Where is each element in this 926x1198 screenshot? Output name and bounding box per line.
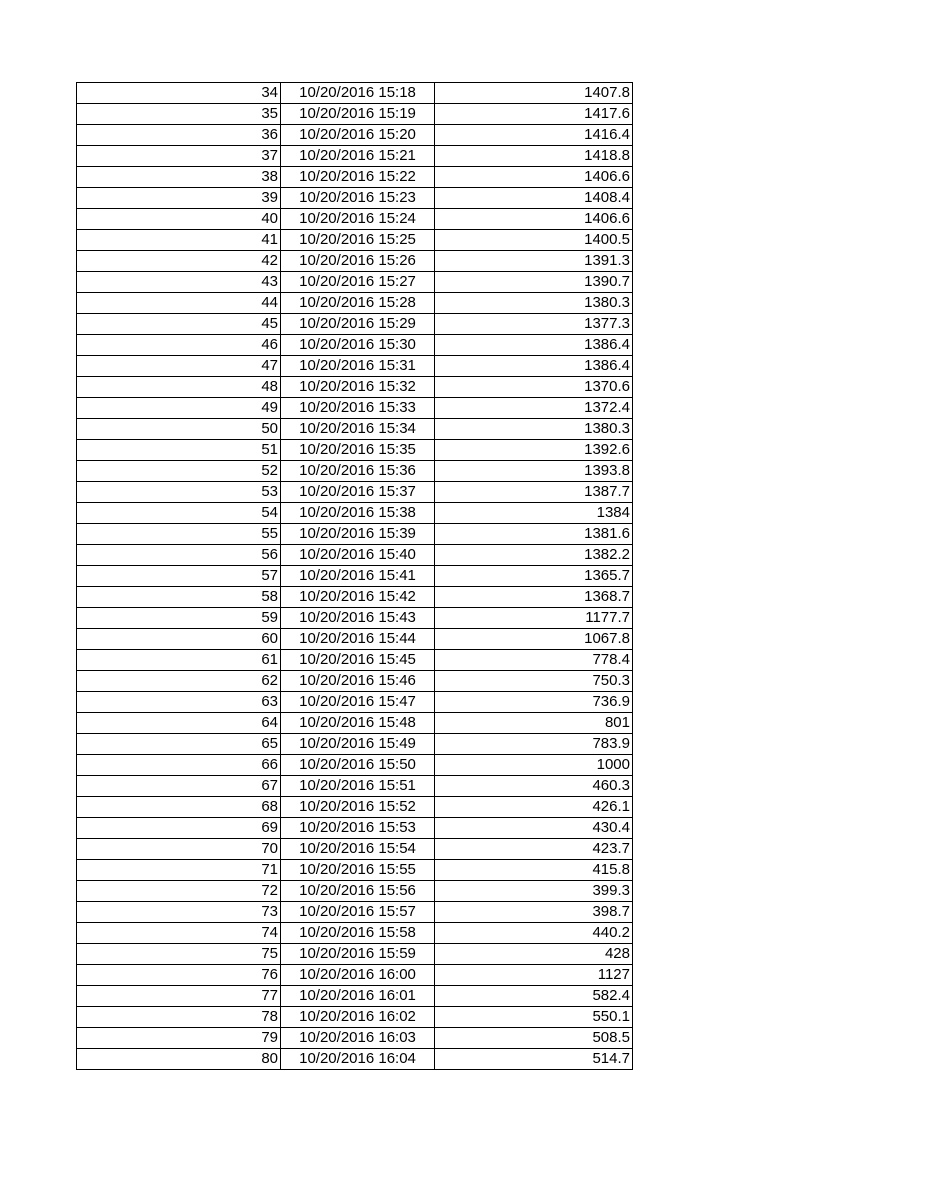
row-timestamp-cell: 10/20/2016 15:26: [281, 251, 435, 272]
table-row: [77, 650, 633, 671]
row-index-cell: 73: [77, 902, 281, 923]
row-value-cell: 1418.8: [435, 146, 633, 167]
row-index-cell: 36: [77, 125, 281, 146]
row-timestamp-cell: 10/20/2016 15:58: [281, 923, 435, 944]
row-timestamp-cell: 10/20/2016 15:54: [281, 839, 435, 860]
row-timestamp-cell: 10/20/2016 15:52: [281, 797, 435, 818]
row-value-cell: 1406.6: [435, 167, 633, 188]
row-timestamp-cell: 10/20/2016 15:53: [281, 818, 435, 839]
row-value-cell: 1393.8: [435, 461, 633, 482]
row-value-cell: 1381.6: [435, 524, 633, 545]
row-value-cell: 1387.7: [435, 482, 633, 503]
row-index-cell: 51: [77, 440, 281, 461]
row-index-cell: 38: [77, 167, 281, 188]
row-value-cell: 736.9: [435, 692, 633, 713]
row-value-cell: 1067.8: [435, 629, 633, 650]
table-row: [77, 440, 633, 461]
row-index-cell: 74: [77, 923, 281, 944]
row-index-cell: 50: [77, 419, 281, 440]
row-index-cell: 40: [77, 209, 281, 230]
row-value-cell: 1386.4: [435, 335, 633, 356]
row-timestamp-cell: 10/20/2016 15:32: [281, 377, 435, 398]
row-index-cell: 44: [77, 293, 281, 314]
row-timestamp-cell: 10/20/2016 15:42: [281, 587, 435, 608]
row-value-cell: 398.7: [435, 902, 633, 923]
row-index-cell: 59: [77, 608, 281, 629]
row-value-cell: 1380.3: [435, 419, 633, 440]
table-row: [77, 944, 633, 965]
table-row: [77, 713, 633, 734]
row-timestamp-cell: 10/20/2016 15:24: [281, 209, 435, 230]
row-value-cell: 423.7: [435, 839, 633, 860]
row-timestamp-cell: 10/20/2016 15:34: [281, 419, 435, 440]
row-index-cell: 48: [77, 377, 281, 398]
row-value-cell: 1380.3: [435, 293, 633, 314]
table-row: [77, 1007, 633, 1028]
row-value-cell: 783.9: [435, 734, 633, 755]
row-timestamp-cell: 10/20/2016 15:18: [281, 83, 435, 104]
row-timestamp-cell: 10/20/2016 15:23: [281, 188, 435, 209]
row-timestamp-cell: 10/20/2016 15:19: [281, 104, 435, 125]
row-index-cell: 54: [77, 503, 281, 524]
row-index-cell: 79: [77, 1028, 281, 1049]
row-value-cell: 1370.6: [435, 377, 633, 398]
table-row: [77, 146, 633, 167]
row-timestamp-cell: 10/20/2016 15:49: [281, 734, 435, 755]
row-value-cell: 460.3: [435, 776, 633, 797]
table-row: [77, 272, 633, 293]
table-row: [77, 125, 633, 146]
table-row: [77, 377, 633, 398]
row-timestamp-cell: 10/20/2016 16:00: [281, 965, 435, 986]
row-value-cell: 440.2: [435, 923, 633, 944]
row-index-cell: 37: [77, 146, 281, 167]
table-row: [77, 797, 633, 818]
row-timestamp-cell: 10/20/2016 15:56: [281, 881, 435, 902]
row-timestamp-cell: 10/20/2016 15:36: [281, 461, 435, 482]
table-row: [77, 902, 633, 923]
row-timestamp-cell: 10/20/2016 15:28: [281, 293, 435, 314]
row-timestamp-cell: 10/20/2016 15:33: [281, 398, 435, 419]
row-index-cell: 61: [77, 650, 281, 671]
row-index-cell: 64: [77, 713, 281, 734]
row-value-cell: 1406.6: [435, 209, 633, 230]
row-value-cell: 1392.6: [435, 440, 633, 461]
row-timestamp-cell: 10/20/2016 15:37: [281, 482, 435, 503]
row-timestamp-cell: 10/20/2016 15:59: [281, 944, 435, 965]
row-value-cell: 1391.3: [435, 251, 633, 272]
row-index-cell: 75: [77, 944, 281, 965]
row-value-cell: 415.8: [435, 860, 633, 881]
row-timestamp-cell: 10/20/2016 15:45: [281, 650, 435, 671]
table-row: [77, 755, 633, 776]
table-row: [77, 230, 633, 251]
row-index-cell: 70: [77, 839, 281, 860]
row-timestamp-cell: 10/20/2016 15:20: [281, 125, 435, 146]
row-index-cell: 71: [77, 860, 281, 881]
row-timestamp-cell: 10/20/2016 16:03: [281, 1028, 435, 1049]
table-row: [77, 314, 633, 335]
row-value-cell: 1407.8: [435, 83, 633, 104]
row-index-cell: 52: [77, 461, 281, 482]
row-timestamp-cell: 10/20/2016 15:30: [281, 335, 435, 356]
row-index-cell: 53: [77, 482, 281, 503]
row-index-cell: 57: [77, 566, 281, 587]
table-row: [77, 251, 633, 272]
table-row: [77, 629, 633, 650]
row-index-cell: 66: [77, 755, 281, 776]
row-timestamp-cell: 10/20/2016 15:39: [281, 524, 435, 545]
row-value-cell: 508.5: [435, 1028, 633, 1049]
table-row: [77, 587, 633, 608]
table-row: [77, 167, 633, 188]
row-value-cell: 430.4: [435, 818, 633, 839]
row-index-cell: 34: [77, 83, 281, 104]
row-index-cell: 69: [77, 818, 281, 839]
row-timestamp-cell: 10/20/2016 16:02: [281, 1007, 435, 1028]
table-row: [77, 839, 633, 860]
row-index-cell: 63: [77, 692, 281, 713]
row-index-cell: 60: [77, 629, 281, 650]
table-row: [77, 881, 633, 902]
row-timestamp-cell: 10/20/2016 15:51: [281, 776, 435, 797]
row-value-cell: 1127: [435, 965, 633, 986]
table-row: [77, 104, 633, 125]
row-value-cell: 426.1: [435, 797, 633, 818]
table-body: [77, 83, 633, 1070]
row-value-cell: 1377.3: [435, 314, 633, 335]
row-index-cell: 62: [77, 671, 281, 692]
row-value-cell: 801: [435, 713, 633, 734]
row-index-cell: 42: [77, 251, 281, 272]
table-row: [77, 566, 633, 587]
table-row: [77, 524, 633, 545]
table-row: [77, 986, 633, 1007]
table-row: [77, 734, 633, 755]
row-timestamp-cell: 10/20/2016 15:38: [281, 503, 435, 524]
row-value-cell: 1390.7: [435, 272, 633, 293]
row-index-cell: 49: [77, 398, 281, 419]
row-index-cell: 76: [77, 965, 281, 986]
row-index-cell: 56: [77, 545, 281, 566]
row-index-cell: 77: [77, 986, 281, 1007]
table-row: [77, 818, 633, 839]
row-timestamp-cell: 10/20/2016 15:55: [281, 860, 435, 881]
table-row: [77, 356, 633, 377]
row-value-cell: 1365.7: [435, 566, 633, 587]
row-timestamp-cell: 10/20/2016 15:43: [281, 608, 435, 629]
row-value-cell: 778.4: [435, 650, 633, 671]
table-row: [77, 692, 633, 713]
table-row: [77, 335, 633, 356]
row-timestamp-cell: 10/20/2016 16:04: [281, 1049, 435, 1070]
row-index-cell: 43: [77, 272, 281, 293]
data-table: [76, 82, 633, 1070]
row-timestamp-cell: 10/20/2016 15:25: [281, 230, 435, 251]
row-index-cell: 67: [77, 776, 281, 797]
row-index-cell: 80: [77, 1049, 281, 1070]
row-value-cell: 582.4: [435, 986, 633, 1007]
row-index-cell: 39: [77, 188, 281, 209]
row-index-cell: 45: [77, 314, 281, 335]
row-value-cell: 1177.7: [435, 608, 633, 629]
row-value-cell: 1372.4: [435, 398, 633, 419]
row-index-cell: 65: [77, 734, 281, 755]
table-row: [77, 83, 633, 104]
row-timestamp-cell: 10/20/2016 15:27: [281, 272, 435, 293]
table-row: [77, 482, 633, 503]
table-row: [77, 608, 633, 629]
row-timestamp-cell: 10/20/2016 15:29: [281, 314, 435, 335]
table-row: [77, 545, 633, 566]
row-index-cell: 78: [77, 1007, 281, 1028]
table-row: [77, 1049, 633, 1070]
table-row: [77, 923, 633, 944]
row-index-cell: 47: [77, 356, 281, 377]
row-value-cell: 1408.4: [435, 188, 633, 209]
table-row: [77, 860, 633, 881]
table-row: [77, 965, 633, 986]
table-row: [77, 209, 633, 230]
table-row: [77, 461, 633, 482]
table-row: [77, 398, 633, 419]
table-row: [77, 776, 633, 797]
row-value-cell: 1417.6: [435, 104, 633, 125]
row-value-cell: 1382.2: [435, 545, 633, 566]
row-timestamp-cell: 10/20/2016 15:57: [281, 902, 435, 923]
row-value-cell: 1386.4: [435, 356, 633, 377]
row-value-cell: 550.1: [435, 1007, 633, 1028]
row-timestamp-cell: 10/20/2016 15:22: [281, 167, 435, 188]
row-index-cell: 58: [77, 587, 281, 608]
table-row: [77, 503, 633, 524]
row-timestamp-cell: 10/20/2016 16:01: [281, 986, 435, 1007]
row-value-cell: 1400.5: [435, 230, 633, 251]
row-timestamp-cell: 10/20/2016 15:46: [281, 671, 435, 692]
row-index-cell: 35: [77, 104, 281, 125]
row-index-cell: 55: [77, 524, 281, 545]
row-timestamp-cell: 10/20/2016 15:50: [281, 755, 435, 776]
table-row: [77, 293, 633, 314]
table-row: [77, 1028, 633, 1049]
row-value-cell: 1384: [435, 503, 633, 524]
row-timestamp-cell: 10/20/2016 15:41: [281, 566, 435, 587]
row-index-cell: 68: [77, 797, 281, 818]
table-row: [77, 419, 633, 440]
row-value-cell: 1368.7: [435, 587, 633, 608]
row-value-cell: 1000: [435, 755, 633, 776]
row-timestamp-cell: 10/20/2016 15:35: [281, 440, 435, 461]
row-value-cell: 750.3: [435, 671, 633, 692]
row-index-cell: 46: [77, 335, 281, 356]
row-value-cell: 399.3: [435, 881, 633, 902]
row-timestamp-cell: 10/20/2016 15:44: [281, 629, 435, 650]
table-row: [77, 671, 633, 692]
table-row: [77, 188, 633, 209]
row-value-cell: 514.7: [435, 1049, 633, 1070]
row-timestamp-cell: 10/20/2016 15:31: [281, 356, 435, 377]
row-timestamp-cell: 10/20/2016 15:47: [281, 692, 435, 713]
row-index-cell: 41: [77, 230, 281, 251]
row-timestamp-cell: 10/20/2016 15:48: [281, 713, 435, 734]
row-index-cell: 72: [77, 881, 281, 902]
row-value-cell: 428: [435, 944, 633, 965]
row-timestamp-cell: 10/20/2016 15:40: [281, 545, 435, 566]
row-timestamp-cell: 10/20/2016 15:21: [281, 146, 435, 167]
row-value-cell: 1416.4: [435, 125, 633, 146]
